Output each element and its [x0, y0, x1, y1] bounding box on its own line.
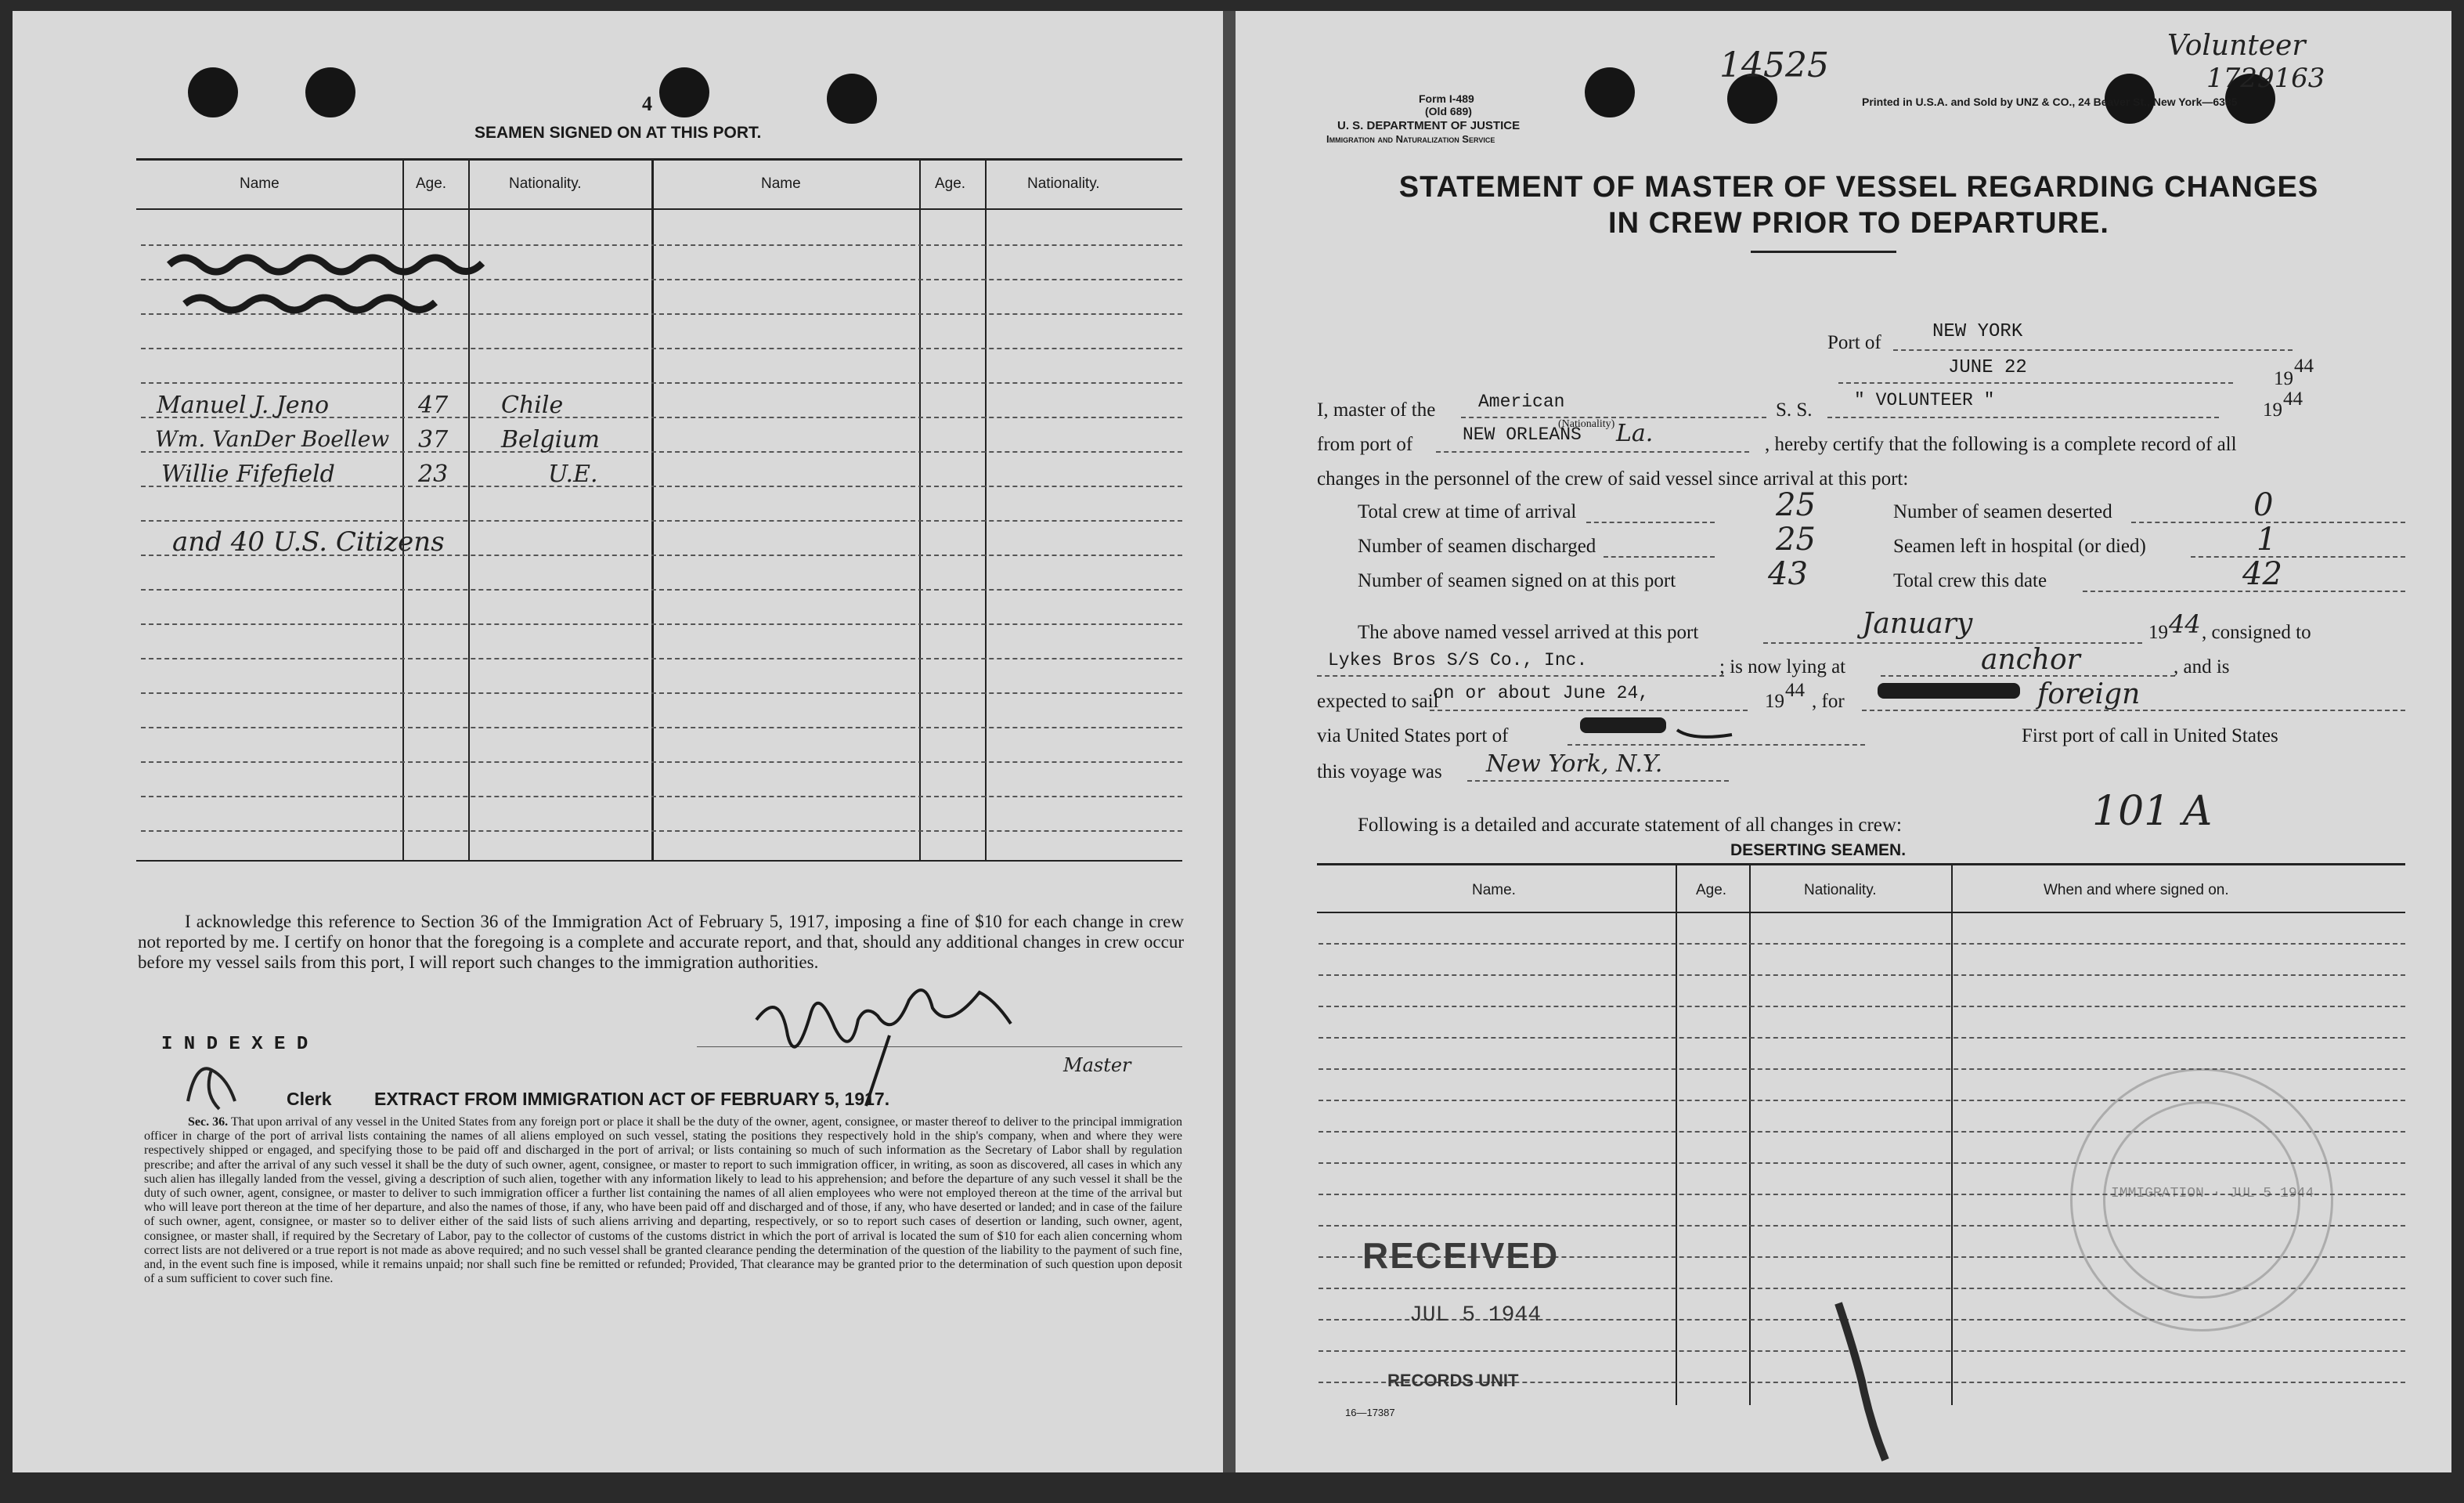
col-header-age-2: Age.	[935, 175, 966, 192]
total-crew-arrival-value: 25	[1776, 487, 1816, 523]
from-port-value: NEW ORLEANS	[1463, 425, 1582, 445]
arrived-value: January	[1862, 608, 1973, 640]
expected-value: on or about June 24,	[1433, 683, 1650, 703]
section-36-text	[144, 1115, 1182, 1286]
hand-code: 101 A	[2092, 788, 2213, 835]
records-unit: RECORDS UNIT	[1387, 1371, 1519, 1390]
col-header-when-where: When and where signed on.	[2044, 882, 2229, 898]
col-header-name-2: Name	[761, 175, 801, 192]
col-header-name: Name	[240, 175, 280, 192]
following-label: Following is a detailed and accurate statement of all changes in crew:	[1358, 815, 1902, 836]
extract-title: EXTRACT FROM IMMIGRATION ACT OF FEBRUARY 5, 1917.	[374, 1089, 890, 1109]
deserted-label: Number of seamen deserted	[1893, 501, 2112, 522]
form-title-line1: STATEMENT OF MASTER OF VESSEL REGARDING CHANGES	[1398, 171, 2319, 204]
redacted-text	[1878, 683, 2020, 699]
total-crew-date-label: Total crew this date	[1893, 570, 2047, 591]
from-port-label: from port of	[1317, 434, 1413, 455]
deserted-value: 0	[2253, 487, 2274, 523]
left-page	[13, 11, 1225, 1472]
seaman-name: Willie Fifefield	[161, 461, 335, 488]
port-label: Port of	[1827, 332, 1881, 353]
and-is-label: , and is	[2174, 656, 2230, 677]
clerk-initials-mark	[172, 1054, 266, 1117]
ship-name: " VOLUNTEER "	[1854, 390, 1995, 410]
received-date: JUL 5 1944	[1409, 1303, 1542, 1328]
col-divider	[919, 158, 921, 860]
crossed-out-entries	[161, 243, 490, 329]
deserting-title: DESERTING SEAMEN.	[1730, 841, 1907, 859]
col-divider	[1676, 865, 1677, 1405]
seaman-age: 37	[418, 426, 449, 453]
voyage-label: this voyage was	[1317, 761, 1442, 782]
received-stamp: RECEIVED	[1362, 1235, 1560, 1276]
arrived-year-prefix: 19	[2148, 622, 2168, 643]
section-body: That upon arrival of any vessel in the United States from any foreign port or place it shall be the duty of the owner, agent, consignee, or master thereof to deliver to the principal immigration officer in charge of the port of arrival lists containing the names of all aliens employed on such vessel, stating the positions they respectively hold in the ship's company, when and where they were respectively shipped or engaged, and specifying those to be paid off and discharged in the port of arrival; or lists containing so much of such information as the Secretary of Labor shall by regulation prescribe; and after the arrival of any such vessel it shall be the duty of such owner, agent, consignee, or master to report to such immigration officer, in writing, as soon as discovered, all cases in which any such alien has illegally landed from the vessel, giving a description of such alien, together with any information likely to lead to his apprehension; and before the departure of any such vessel it shall be the duty of such owner, agent, consignee, or master to deliver to such immigration officer a further list containing the names of all alien employees who were not employed thereon at the time of the arrival but who will leave port thereon at the time of her departure, and also the names of those, if any, who have been paid off and discharged and of those, if any, who have deserted or landed; and in case of the failure of such owner, agent, consignee, or master so to deliver either of the said lists of such aliens arriving and departing, respectively, or so to report such cases of desertion or landing, such owner, agent, consignee, or master shall, if required by the Secretary of Labor, pay to the collector of customs of the customs district in which the port of arrival is located the sum of $10 for each alien concerning whom correct lists are not delivered or a true report is not made as above required; and no such vessel shall be granted clearance pending the determination of the question of the liability to the payment of such fine, and, in the event such fine is imposed, while it remains unpaid; nor shall such fine be remitted or refunded; Provided, That clearance may be granted prior to the determination of such question upon deposit of a sum sufficient to cover such fine.	[144, 1115, 1182, 1286]
form-old-number: (Old 689)	[1425, 105, 1472, 117]
tear-mark	[1831, 1295, 1901, 1468]
deserting-table-top	[1317, 863, 2405, 865]
signed-on-label: Number of seamen signed on at this port	[1358, 570, 1676, 591]
seaman-nationality: U.E.	[548, 461, 598, 488]
footer-code: 16—17387	[1345, 1407, 1395, 1418]
punch-hole	[827, 74, 877, 124]
discharged-value: 25	[1776, 522, 1816, 558]
seaman-nationality: Belgium	[501, 426, 600, 453]
port-value: NEW YORK	[1932, 321, 2023, 342]
col-divider	[1951, 865, 1953, 1405]
year-suffix: 44	[2294, 356, 2314, 377]
deserting-header-rule	[1317, 912, 2405, 913]
consignee: Lykes Bros S/S Co., Inc.	[1328, 650, 1588, 670]
left-page-title: SEAMEN SIGNED ON AT THIS PORT.	[474, 124, 762, 142]
punch-hole	[1585, 67, 1635, 117]
service-name: Immigration and Naturalization Service	[1326, 133, 1495, 145]
seaman-age: 47	[418, 392, 449, 419]
col-header-nationality-2: Nationality.	[1027, 175, 1100, 192]
master-label: Master	[1063, 1054, 1131, 1076]
col-header-age: Age.	[1696, 882, 1727, 898]
via-label: via United States port of	[1317, 725, 1509, 746]
arrived-label: The above named vessel arrived at this port	[1358, 622, 1699, 643]
certify-text: , hereby certify that the following is a complete record of all	[1765, 434, 2237, 455]
department-name: U. S. DEPARTMENT OF JUSTICE	[1337, 119, 1521, 132]
year-suffix-2: 44	[2283, 388, 2303, 410]
col-divider	[651, 158, 654, 860]
printer-note: Printed in U.S.A. and Sold by UNZ & CO., 24 Beaver St., New York—6385	[1862, 96, 2238, 108]
expected-year-suffix: 44	[1785, 680, 1805, 701]
acknowledgment-text: I acknowledge this reference to Section 36 of the Immigration Act of February 5, 1917, imposing a fine of $10 for each change in crew not reported by me. I certify on honor that the foregoing is a complete and accurate report, and that, should any additional changes in crew occur before my vessel sails from this port, I will report such changes to the immigration authorities.	[138, 912, 1184, 972]
seaman-name: Manuel J. Jeno	[157, 392, 330, 419]
arrived-year-suffix: 44	[2169, 609, 2201, 639]
page-number: 4	[642, 92, 652, 115]
ss-label: S. S.	[1776, 399, 1813, 421]
table-bottom-rule	[136, 860, 1182, 862]
discharged-label: Number of seamen discharged	[1358, 536, 1596, 557]
seaman-age: 23	[418, 461, 449, 488]
date-value: JUNE 22	[1948, 357, 2027, 378]
from-port-state: La.	[1616, 420, 1654, 447]
year-prefix-2: 19	[2263, 399, 2282, 421]
handwritten-ship-name: Volunteer	[2167, 30, 2306, 62]
expected-year-prefix: 19	[1765, 691, 1784, 712]
seaman-name: Wm. VanDer Boellew	[155, 426, 390, 452]
col-header-nationality: Nationality.	[1804, 882, 1877, 898]
nationality-caption: (Nationality)	[1558, 418, 1615, 430]
voyage-value: New York, N.Y.	[1486, 750, 1663, 778]
total-crew-arrival-label: Total crew at time of arrival	[1358, 501, 1577, 522]
right-page	[1236, 11, 2451, 1472]
hospital-label: Seamen left in hospital (or died)	[1893, 536, 2146, 557]
nationality-value: American	[1478, 392, 1565, 412]
clerk-label: Clerk	[287, 1089, 332, 1109]
punch-hole	[659, 67, 709, 117]
handwritten-dash	[1674, 719, 1737, 742]
punch-hole	[188, 67, 238, 117]
handwritten-id: 1729163	[2206, 63, 2325, 94]
citizens-note: and 40 U.S. Citizens	[172, 526, 445, 558]
punch-hole	[305, 67, 355, 117]
for-label: , for	[1812, 691, 1845, 712]
col-divider	[1749, 865, 1751, 1405]
section-label: Sec. 36.	[188, 1115, 229, 1129]
title-rule	[1751, 251, 1896, 253]
changes-text: changes in the personnel of the crew of said vessel since arrival at this port:	[1317, 468, 1909, 490]
form-number: Form I-489	[1419, 92, 1474, 105]
col-header-nationality: Nationality.	[509, 175, 582, 192]
expected-label: expected to sail	[1317, 691, 1439, 712]
lying-label: ; is now lying at	[1719, 656, 1846, 677]
round-stamp-text: IMMIGRATION · JUL 5 1944	[2111, 1186, 2314, 1201]
table-header-rule	[136, 208, 1182, 210]
seaman-nationality: Chile	[501, 392, 564, 419]
indexed-stamp: I N D E X E D	[161, 1034, 308, 1055]
col-header-age: Age.	[416, 175, 447, 192]
form-title-line2: IN CREW PRIOR TO DEPARTURE.	[1608, 207, 2109, 240]
redacted-text	[1580, 717, 1666, 733]
year-prefix: 19	[2274, 368, 2293, 389]
total-crew-date-value: 42	[2242, 556, 2282, 592]
signed-on-value: 43	[1768, 556, 1808, 592]
table-top-rule	[136, 158, 1182, 161]
lying-value: anchor	[1981, 644, 2080, 676]
first-port-label: First port of call in United States	[2022, 725, 2278, 746]
hospital-value: 1	[2257, 522, 2277, 558]
col-divider	[985, 158, 987, 860]
col-header-name: Name.	[1472, 882, 1516, 898]
for-value: foreign	[2037, 678, 2141, 710]
master-of-label: I, master of the	[1317, 399, 1436, 421]
consigned-label: , consigned to	[2202, 622, 2311, 643]
handwritten-file-number: 14525	[1719, 45, 1829, 85]
